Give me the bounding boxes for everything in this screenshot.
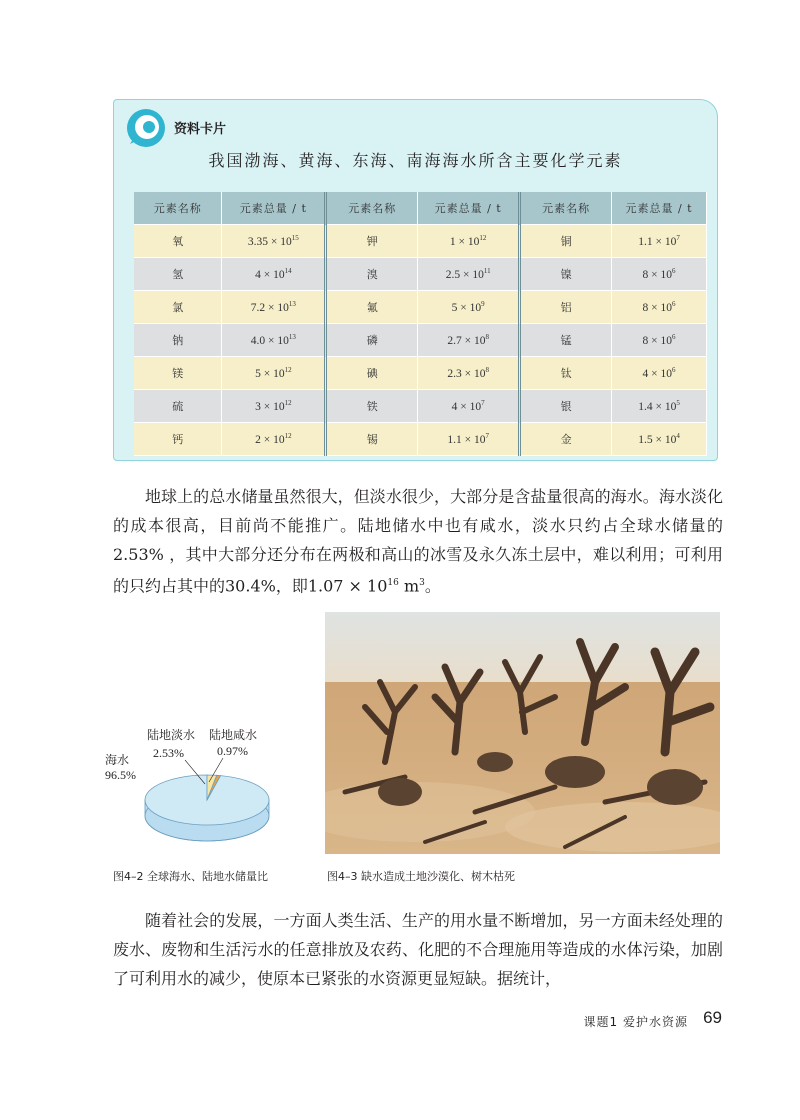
- amount-base: 5 × 10: [451, 301, 482, 314]
- amount-exponent: 12: [284, 366, 292, 375]
- paragraph-1: [113, 482, 723, 600]
- amount-exponent: 11: [483, 267, 491, 276]
- element-amount-cell: [222, 423, 326, 456]
- element-name-cell: 铜: [520, 225, 612, 258]
- pie-label-salt: 陆地咸水: [209, 728, 258, 742]
- amount-exponent: 12: [284, 432, 292, 441]
- element-amount-cell: [418, 258, 520, 291]
- element-name-cell: 锡: [326, 423, 418, 456]
- header-cell: 元素总量 / t: [222, 192, 326, 225]
- element-amount-cell: [418, 291, 520, 324]
- page-number: 69: [703, 1008, 722, 1027]
- table-row: [134, 291, 707, 324]
- header-cell: 元素总量 / t: [418, 192, 520, 225]
- element-name-cell: 氟: [326, 291, 418, 324]
- element-name-cell: 氧: [134, 225, 222, 258]
- amount-exponent: 6: [672, 300, 676, 309]
- pie-label-sea: 海水: [105, 753, 130, 767]
- amount-exponent: 8: [485, 366, 489, 375]
- table-row: [134, 258, 707, 291]
- amount-exponent: 12: [479, 234, 487, 243]
- amount-base: 1.4 × 10: [638, 400, 677, 413]
- paragraph-2: 随着社会的发展，一方面人类生活、生产的用水量不断增加，另一方面未经处理的废水、废物和生活污水的任意排放及农药、化肥的不合理施用等造成的水体污染，加剧了可利用水的减少，使原本已紧张的水资源更显短缺。据统计，: [113, 911, 723, 988]
- element-name-cell: 铁: [326, 390, 418, 423]
- header-cell: 元素总量 / t: [612, 192, 707, 225]
- figure-4-3-caption: 图4–3 缺水造成土地沙漠化、树木枯死: [327, 870, 515, 883]
- element-amount-cell: [418, 324, 520, 357]
- unit: m: [398, 576, 420, 596]
- amount-base: 5 × 10: [255, 367, 285, 380]
- amount-base: 3.35 × 10: [247, 235, 292, 248]
- pie-label-fresh: 陆地淡水: [147, 728, 196, 742]
- amount-base: 4 × 10: [642, 367, 673, 380]
- desert-dead-trees-photo: [325, 612, 720, 854]
- element-amount-cell: [222, 225, 326, 258]
- pie-value-sea: 96.5%: [105, 768, 136, 782]
- element-amount-cell: [612, 390, 707, 423]
- amount-exponent: 6: [672, 267, 676, 276]
- element-name-cell: 硫: [134, 390, 222, 423]
- table-row: [134, 390, 707, 423]
- table-row: [134, 357, 707, 390]
- amount-base: 7.2 × 10: [250, 301, 289, 314]
- amount-exponent: 6: [672, 366, 676, 375]
- amount-base: 1 × 10: [449, 235, 480, 248]
- paragraph-1-text: 地球上的总水储量虽然很大，但淡水很少，大部分是含盐量很高的海水。海水淡化的成本很高，目前尚不能推广。陆地储水中也有咸水，淡水只约占全球水储量的 2.53% ，其中大部分还分布在两极和高山的冰雪及永久冻土层中，难以利用；可利用的只约占其中的30.4%，即1.07 × 10: [113, 487, 723, 596]
- element-amount-cell: [222, 324, 326, 357]
- table-row: [134, 225, 707, 258]
- element-name-cell: 钠: [134, 324, 222, 357]
- amount-exponent: 5: [676, 399, 680, 408]
- unit-exponent: 3: [419, 578, 425, 588]
- amount-base: 2 × 10: [255, 433, 285, 446]
- element-amount-cell: [222, 258, 326, 291]
- element-amount-cell: [418, 390, 520, 423]
- element-name-cell: 钙: [134, 423, 222, 456]
- amount-base: 4 × 10: [255, 268, 285, 281]
- amount-base: 2.7 × 10: [447, 334, 486, 347]
- element-amount-cell: [612, 357, 707, 390]
- amount-base: 1.5 × 10: [638, 433, 677, 446]
- pie-chart: [105, 720, 315, 850]
- element-amount-cell: [612, 324, 707, 357]
- header-cell: 元素名称: [134, 192, 222, 225]
- table-header-row: [134, 192, 707, 225]
- amount-exponent: 7: [481, 399, 485, 408]
- amount-base: 1.1 × 10: [638, 235, 677, 248]
- element-name-cell: 钛: [520, 357, 612, 390]
- paragraph-1-end: 。: [424, 576, 441, 596]
- element-name-cell: 碘: [326, 357, 418, 390]
- element-name-cell: 银: [520, 390, 612, 423]
- amount-base: 8 × 10: [642, 301, 673, 314]
- amount-base: 8 × 10: [642, 268, 673, 281]
- table-row: [134, 423, 707, 456]
- amount-exponent: 13: [288, 300, 296, 309]
- element-name-cell: 镍: [520, 258, 612, 291]
- element-name-cell: 锰: [520, 324, 612, 357]
- table-row: [134, 324, 707, 357]
- amount-base: 1.1 × 10: [447, 433, 486, 446]
- amount-base: 3 × 10: [255, 400, 285, 413]
- amount-exponent: 9: [481, 300, 485, 309]
- pie-value-fresh: 2.53%: [153, 746, 184, 760]
- amount-base: 8 × 10: [642, 334, 673, 347]
- element-amount-cell: [418, 423, 520, 456]
- element-name-cell: 磷: [326, 324, 418, 357]
- data-card: [113, 99, 718, 461]
- amount-exponent: 8: [485, 333, 489, 342]
- card-label: 资料卡片: [174, 122, 227, 137]
- exponent: 16: [387, 578, 399, 588]
- element-amount-cell: [418, 225, 520, 258]
- element-amount-cell: [222, 357, 326, 390]
- info-card-icon: [126, 108, 166, 148]
- element-amount-cell: [612, 423, 707, 456]
- table-title: 我国渤海、黄海、东海、南海海水所含主要化学元素: [208, 151, 623, 170]
- amount-exponent: 7: [676, 234, 680, 243]
- amount-exponent: 4: [676, 432, 680, 441]
- element-name-cell: 镁: [134, 357, 222, 390]
- amount-exponent: 12: [284, 399, 292, 408]
- amount-exponent: 13: [288, 333, 296, 342]
- element-amount-cell: [612, 291, 707, 324]
- header-cell: 元素名称: [326, 192, 418, 225]
- element-amount-cell: [612, 225, 707, 258]
- amount-base: 4 × 10: [451, 400, 482, 413]
- element-name-cell: 铝: [520, 291, 612, 324]
- element-name-cell: 钾: [326, 225, 418, 258]
- amount-exponent: 6: [672, 333, 676, 342]
- element-amount-cell: [222, 390, 326, 423]
- element-name-cell: 溴: [326, 258, 418, 291]
- pie-value-salt: 0.97%: [217, 744, 248, 758]
- element-amount-cell: [222, 291, 326, 324]
- element-name-cell: 氢: [134, 258, 222, 291]
- amount-exponent: 15: [291, 234, 299, 243]
- elements-table: [134, 192, 707, 456]
- figure-4-2-caption: 图4–2 全球海水、陆地水储量比: [113, 870, 268, 883]
- element-name-cell: 氯: [134, 291, 222, 324]
- footer-chapter-title: 课题1 爱护水资源: [583, 1015, 688, 1029]
- amount-exponent: 14: [284, 267, 292, 276]
- amount-exponent: 7: [485, 432, 489, 441]
- header-cell: 元素名称: [520, 192, 612, 225]
- element-name-cell: 金: [520, 423, 612, 456]
- amount-base: 2.3 × 10: [447, 367, 486, 380]
- element-amount-cell: [418, 357, 520, 390]
- amount-base: 4.0 × 10: [250, 334, 289, 347]
- amount-base: 2.5 × 10: [445, 268, 484, 281]
- element-amount-cell: [612, 258, 707, 291]
